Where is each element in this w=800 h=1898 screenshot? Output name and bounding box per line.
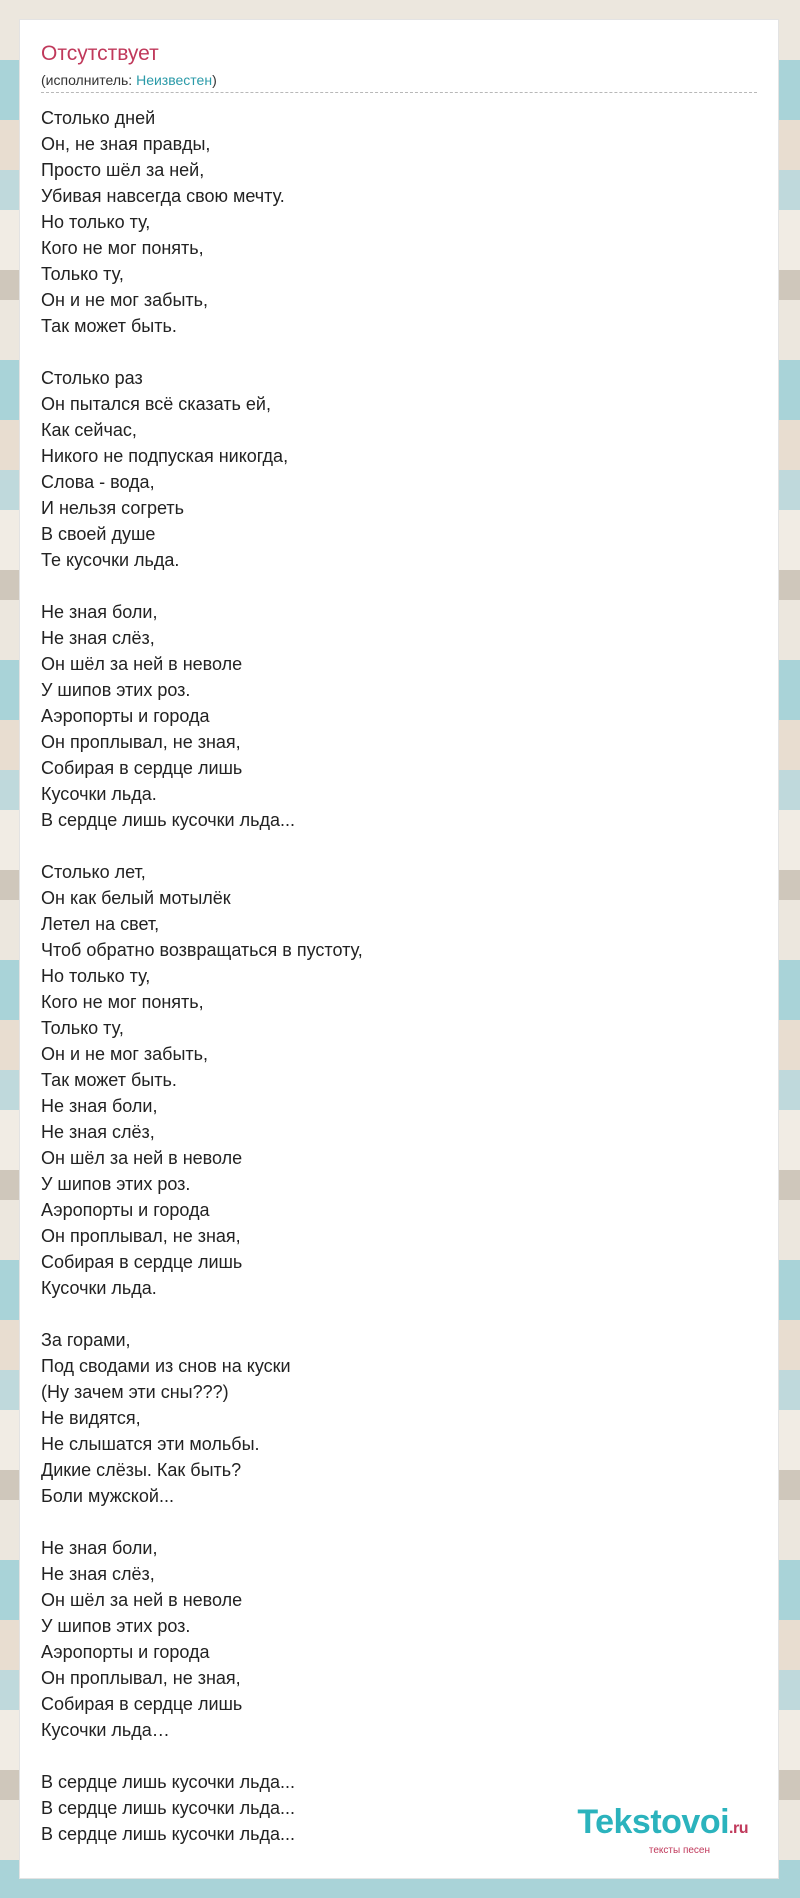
artist-prefix: (исполнитель: (41, 72, 137, 88)
song-title: Отсутствует (41, 42, 159, 65)
logo-tagline: тексты песен (648, 1845, 710, 1856)
header-divider (41, 92, 757, 93)
logo-name: Tekstovoi (577, 1803, 730, 1841)
artist-link[interactable]: Неизвестен (136, 72, 213, 88)
song-artist-line (41, 72, 217, 88)
logo-wordmark (577, 1805, 748, 1846)
site-logo[interactable] (577, 1805, 748, 1856)
lyrics-card (20, 20, 778, 1878)
lyrics-text: Столько дней Он, не зная правды, Просто шёл за ней, Убивая навсегда свою мечту. Но только ту, Кого не мог понять, Только ту, Он и не мог забыть, Так может быть. Столько раз Он пытался всё сказать ей, Как сейчас, Никого не подпуская никогда, Слова - вода, И нельзя согреть В своей душе Те кусочки льда. Не зная боли, Не зная слёз, Он шёл за ней в неволе У шипов этих роз. Аэропорты и города Он проплывал, не зная, Собирая в сердце лишь Кусочки льда. В сердце лишь кусочки льда... Столько лет, Он как белый мотылёк Летел на свет, Чтоб обратно возвращаться в пустоту, Но только ту, Кого не мог понять, Только ту, Он и не мог забыть, Так может быть. Не зная боли, Не зная слёз, Он шёл за ней в неволе У шипов этих роз. Аэропорты и города Он проплывал, не зная, Собирая в сердце лишь Кусочки льда. За горами, Под сводами из снов на куски (Ну зачем эти сны???) Не видятся, Не слышатся эти мольбы. Дикие слёзы. Как быть? Боли мужской... Не зная боли, Не зная слёз, Он шёл за ней в неволе У шипов этих роз. Аэропорты и города Он проплывал, не зная, Собирая в сердце лишь Кусочки льда… В сердце лишь кусочки льда... В сердце лишь кусочки льда... В сердце лишь кусочки льда... (41, 108, 363, 1844)
artist-suffix: ) (212, 72, 217, 88)
logo-tld: .ru (729, 1820, 748, 1837)
